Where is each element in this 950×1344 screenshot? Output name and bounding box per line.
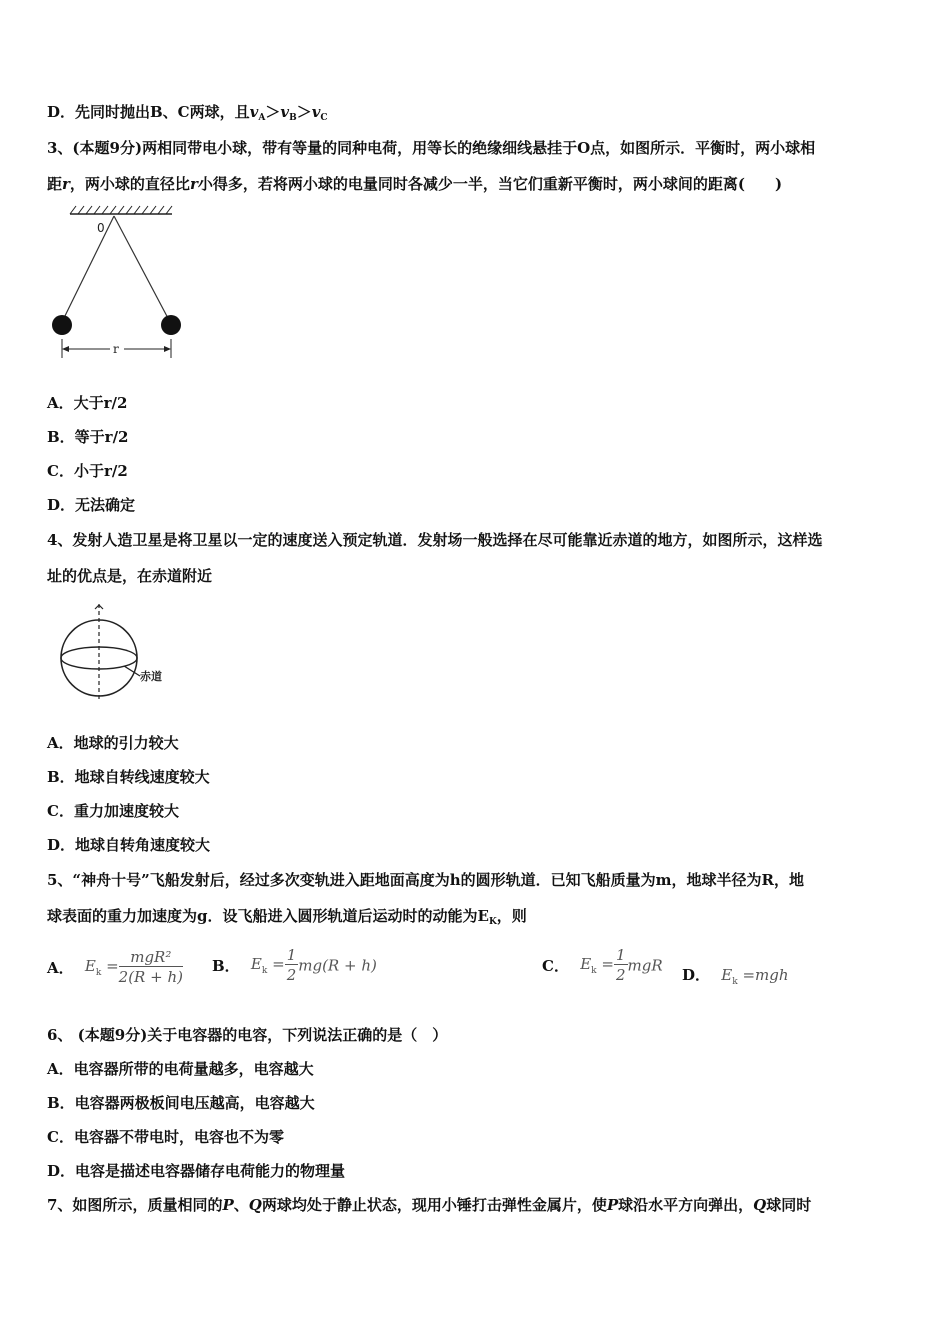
q2-option-d: D．先同时抛出B、C两球，且$v_A>v_B>v_C$ (47, 103, 328, 123)
q4-stem-line2: 址的优点是，在赤道附近 (47, 567, 213, 585)
q6-option-d[interactable]: D．电容是描述电容器储存电荷能力的物理量 (47, 1162, 346, 1180)
q6-option-c[interactable]: C．电容器不带电时，电容也不为零 (47, 1128, 284, 1146)
q5-option-c[interactable]: C． $E_k$ = $\frac{1}{2}$ mgR (542, 946, 663, 984)
distance-label: r (113, 342, 119, 356)
right-thread (114, 216, 170, 322)
q5-option-b[interactable]: B． $E_k$ = $\frac{1}{2}$ mg(R + h) (212, 946, 377, 984)
q4-option-c[interactable]: C．重力加速度较大 (47, 802, 179, 820)
q5-stem-line1: 5、“神舟十号”飞船发射后，经过多次变轨进入距地面高度为h的圆形轨道．已知飞船质量为m，地球半径为R，地 (47, 871, 804, 889)
q6-option-a[interactable]: A．电容器所带的电荷量越多，电容越大 (47, 1060, 314, 1078)
left-ball (52, 315, 72, 335)
q3-option-a[interactable]: A．大于r/2 (47, 394, 128, 412)
q6-option-b[interactable]: B．电容器两极板间电压越高，电容越大 (47, 1094, 315, 1112)
left-thread (62, 216, 114, 322)
q4-option-d[interactable]: D．地球自转角速度较大 (47, 836, 211, 854)
earth-figure (52, 604, 182, 704)
q6-stem: 6、 (本题9分)关于电容器的电容，下列说法正确的是（ ） (47, 1026, 448, 1044)
q3-stem-line1: 3、(本题9分)两相同带电小球，带有等量的同种电荷，用等长的绝缘细线悬挂于O点，如图所示．平衡时，两小球相 (47, 139, 816, 157)
q3-option-d[interactable]: D．无法确定 (47, 496, 136, 514)
q5-option-d[interactable]: D． $E_k =mgh$ (682, 966, 789, 987)
q4-option-a[interactable]: A．地球的引力较大 (47, 734, 179, 752)
q4-option-b[interactable]: B．地球自转线速度较大 (47, 768, 210, 786)
q5-option-a[interactable]: A． $E_k$ = $\frac{\text{mgR²}}{2(R + h)}$ (47, 948, 183, 986)
equator-ellipse (61, 647, 137, 669)
right-ball (161, 315, 181, 335)
q3-option-b[interactable]: B．等于r/2 (47, 428, 129, 446)
equator-label: 赤道 (140, 670, 162, 683)
q3-stem-line2: 距r，两小球的直径比r小得多，若将两小球的电量同时各减少一半，当它们重新平衡时，两小球间的距离( ) (47, 175, 783, 193)
q5-stem-line2: 球表面的重力加速度为g．设飞船进入圆形轨道后运动时的动能为$E_K$，则 (47, 907, 527, 927)
q7-stem-line1: 7、如图所示，质量相同的P、Q两球均处于静止状态，现用小锤打击弹性金属片，使P球沿水平方向弹出，Q球同时 (47, 1196, 812, 1214)
q4-stem-line1: 4、发射人造卫星是将卫星以一定的速度送入预定轨道．发射场一般选择在尽可能靠近赤道的地方，如图所示，这样选 (47, 531, 823, 549)
q3-option-c[interactable]: C．小于r/2 (47, 462, 128, 480)
pendulum-figure (48, 204, 188, 364)
suspension-point-label: 0 (97, 221, 105, 235)
